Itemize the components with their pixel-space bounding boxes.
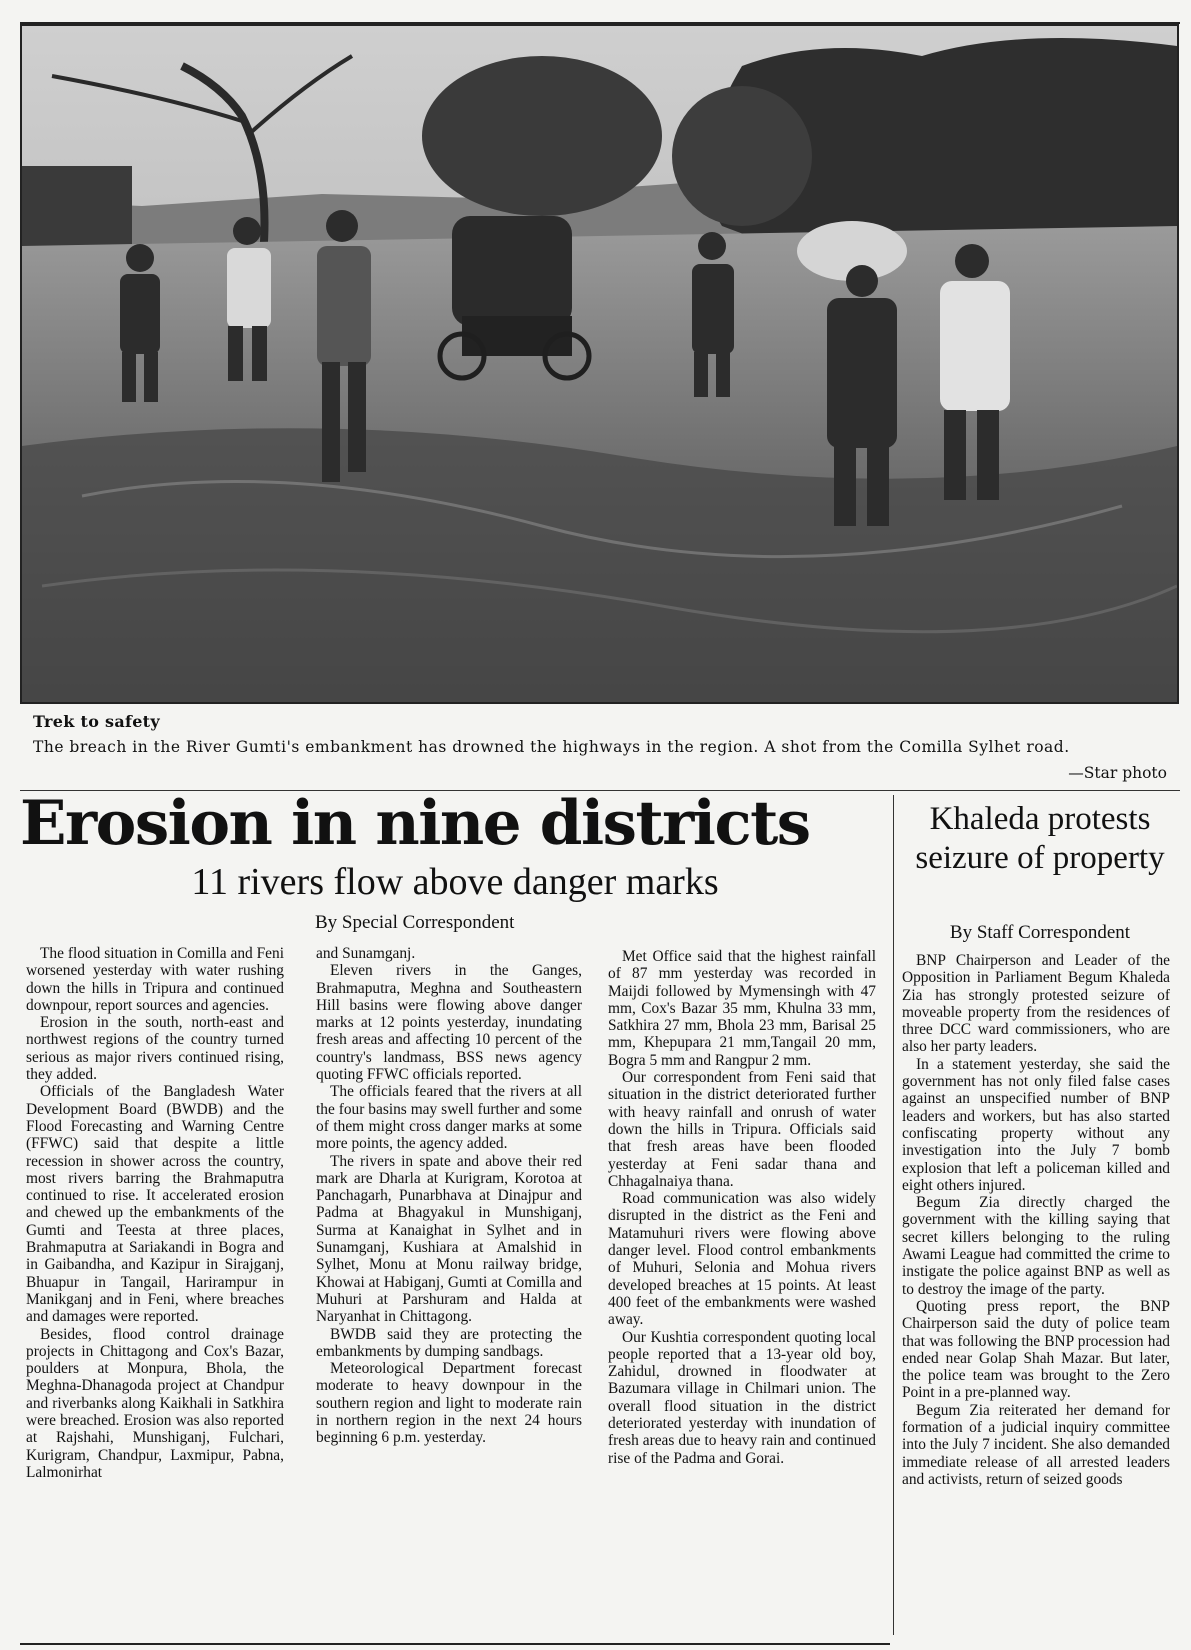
side-byline: By Staff Correspondent — [949, 922, 1131, 943]
side-story-column — [902, 952, 1170, 1488]
paragraph: Road communication was also widely disrupted in the district as the Feni and Matamuhuri rivers were flowing above danger level. Flood control embankments of Muhuri, Selonia and Mohua rivers developed breaches at 15 points. At least 400 feet of the embankments were washed away. — [608, 1190, 876, 1329]
paragraph: and Sunamganj. — [316, 945, 416, 962]
photo-caption-text: The breach in the River Gumti's embankment has drowned the highways in the region. A shot from the Comilla Sylhet road. — [33, 738, 1070, 756]
paragraph: BNP Chairperson and Leader of the Opposition in Parliament Begum Khaleda Zia has strongly protested seizure of moveable property from the residences of three DCC ward commissioners, who are also her party leaders. — [902, 952, 1170, 1056]
paragraph: Begum Zia directly charged the government with the killing saying that secret killers belonging to the ruling Awami League had committed the crime to instigate the police against BNP as well as to destroy the image of the party. — [902, 1194, 1170, 1298]
main-byline: By Special Correspondent — [315, 912, 515, 933]
side-headline: Khaleda protests seizure of property — [915, 801, 1165, 876]
main-story-column-3 — [608, 948, 876, 1467]
bottom-rule — [20, 1643, 890, 1645]
paragraph: Quoting press report, the BNP Chairperson said the duty of police team that was following the BNP procession had ended near Golap Shah Mazar. But later, the police team was brought to the Zero Point in a pre-planned way. — [902, 1297, 1170, 1402]
paragraph: The flood situation in Comilla and Feni worsened yesterday with water rushing down the hills in Tripura and continued downpour, report sources and agencies. — [26, 945, 284, 1014]
paragraph: Erosion in the south, north-east and northwest regions of the country turned serious as major rivers continued rising, they added. — [26, 1014, 284, 1084]
flood-photo-image — [22, 26, 1177, 702]
photo-caption-title: Trek to safety — [33, 712, 160, 731]
paragraph: The rivers in spate and above their red mark are Dharla at Kurigram, Korotoa at Panchagarh, Punarbhava at Dinajpur and Padma at Bhagyakul in Munshiganj, Surma at Kanaighat in Sylhet and in Sunamganj, Kushiara at Amalshid in Sylhet, Monu at Monu railway bridge, Khowai at Habiganj, Gumti at Comilla and Muhuri at Parshuram and Halda at Naryanhat in Chittagong. — [316, 1152, 582, 1326]
main-story-column-2 — [316, 945, 582, 1447]
paragraph: Meteorological Department forecast moderate to heavy downpour in the southern region and light to moderate rain in northern region in the next 24 hours beginning 6 p.m. yesterday. — [316, 1360, 582, 1447]
paragraph: In a statement yesterday, she said the government has not only filed false cases against an unspecified number of BNP leaders and workers, but has also started confiscating property without any investigation into the July 7 bomb explosion that left a policeman killed and eight others injured. — [902, 1055, 1170, 1194]
paragraph: Officials of the Bangladesh Water Development Board (BWDB) and the Flood Forecasting and Warning Centre (FFWC) said that despite a little recession in shower across the country, most rivers barring the Brahmaputra continued to rise. It accelerated erosion and chewed up the embankments of the Gumti and Teesta at three places, Brahmaputra at Sariakandi in Bogra and in Gaibandha, and Kazipur in Sirajganj, Bhuapur in Tangail, Harirampur in Manikganj and in Feni, where breaches and damages were reported. — [26, 1083, 284, 1326]
main-story-column-1 — [26, 945, 284, 1481]
paragraph: BWDB said they are protecting the embankments by dumping sandbags. — [316, 1325, 582, 1360]
column-divider — [893, 795, 894, 1635]
paragraph: Begum Zia reiterated her demand for formation of a judicial inquiry committee into the July 7 incident. She also demanded immediate release of all arrested leaders and activists, return of seized goods — [902, 1401, 1170, 1488]
main-headline: Erosion in nine districts — [20, 788, 810, 859]
paragraph: Eleven rivers in the Ganges, Brahmaputra, Meghna and Southeastern Hill basins were flowing above danger marks at 12 points yesterday, inundating fresh areas and affecting 10 percent of the country's landmass, BSS news agency quoting FFWC officials reported. — [316, 962, 582, 1084]
paragraph: Our correspondent from Feni said that situation in the district deteriorated further with heavy rainfall and onrush of water down the hills in Tripura. Officials said that fresh areas have been flooded yesterday at Feni sadar thana and Chhagalnaiya thana. — [608, 1069, 876, 1190]
photo-credit: —Star photo — [1068, 764, 1167, 782]
paragraph: Our Kushtia correspondent quoting local people reported that a 13-year old boy, Zahidul, drowned in floodwater at Bazumara village in Chilmari union. The overall flood situation in the district deteriorated yesterday with inundation of fresh areas due to heavy rain and continued rise of the Padma and Gorai. — [608, 1328, 876, 1467]
paragraph: Besides, flood control drainage projects in Chittagong and Cox's Bazar, poulders at Monpura, Bhola, the Meghna-Dhanagoda project at Chandpur and riverbanks along Kaikhali in Satkhira were breached. Erosion was also reported at Rajshahi, Munshiganj, Fulchari, Kurigram, Chandpur, Laxmipur, Pabna, Lalmonirhat — [26, 1325, 284, 1481]
flood-photo — [20, 24, 1179, 704]
paragraph: The officials feared that the rivers at all the four basins may swell further and some of them might cross danger marks at some more points, the agency added. — [316, 1083, 582, 1153]
main-subhead: 11 rivers flow above danger marks — [191, 861, 719, 903]
paragraph: Met Office said that the highest rainfall of 87 mm yesterday was recorded in Maijdi followed by Mymensingh with 47 mm, Cox's Bazar 35 mm, Khulna 33 mm, Satkhira 27 mm, Bhola 23 mm, Barisal 25 mm, Khepupara 21 mm,Tangail 20 mm, Bogra 5 mm and Rangpur 2 mm. — [608, 948, 876, 1069]
